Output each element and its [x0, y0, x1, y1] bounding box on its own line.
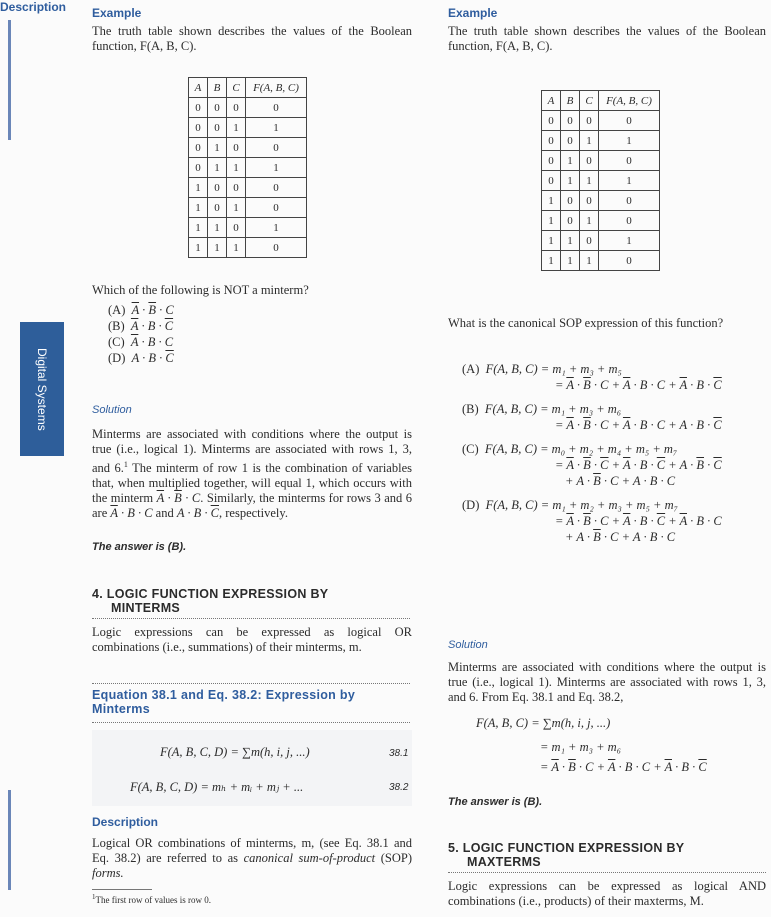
cell: 0 [227, 218, 246, 238]
section-heading-line: MINTERMS [111, 601, 181, 615]
table-header: B [561, 91, 580, 111]
cell: 1 [580, 131, 599, 151]
option-equation: F(A, B, C) = m₁ + m₂ + m₃ + m₅ + m₇ [485, 498, 678, 512]
solution-text-part: , respectively. [219, 506, 288, 521]
cell: 1 [580, 251, 599, 271]
equation-38-1-number: 38.1 [389, 748, 409, 759]
option-d: (D) $A \cdot B \cdot \overline{C}$ [108, 351, 174, 365]
left-solution-text: Minterms are associated with conditions where the output is true (i.e., logical 1). Minterms are associated with rows 1, 3, and 6.$^1$ The minterm of row 1 is the combination of variables that, when multiplied together, will equal 1, which occurs with the minterm $\overline{A} \cdot \overline{B} \cdot C$. Similarly, the minterms for rows 3 and 6 are $\overline{A} \cdot B \cdot C$ and $A \cdot B \cdot \overline{C}$, respectively. [92, 427, 413, 521]
cell: 1 [580, 211, 599, 231]
divider [92, 722, 410, 723]
option-a: (A) F(A, B, C) = m₁ + m₃ + m₅ = $\overline{A} \cdot \overline{B} \cdot C + \overline{A} \cdot B \cdot C + \overline{A} \cdot B \cdot \overline{C}$ [462, 362, 722, 392]
description-part: canonical sum-of-product [243, 851, 376, 865]
option-c: (C) $\overline{A} \cdot B \cdot C$ [108, 335, 174, 349]
table-row [542, 171, 660, 191]
description-part: Logical OR combinations of minterms, m, (see Eq. 38.1 and Eq. 38.2) are referred to as [92, 836, 412, 865]
table-row [189, 198, 307, 218]
left-question: Which of the following is NOT a minterm? [92, 283, 309, 297]
equation-heading-line: Equation 38.1 and Eq. 38.2: Expression by [92, 688, 356, 702]
option-b: (B) $\overline{A} \cdot B \cdot \overline{C}$ [108, 319, 174, 333]
table-row [189, 98, 307, 118]
equation-heading [92, 688, 355, 716]
table-row [189, 218, 307, 238]
table-row [189, 118, 307, 138]
solution-text-part: Minterms are associated with conditions where the output is true (i.e., logical 1). Minterms are associated with rows 1, 3, and 6. [92, 427, 412, 476]
right-options [462, 361, 767, 545]
cell: 0 [561, 211, 580, 231]
table-row [542, 251, 660, 271]
cell: 1 [227, 158, 246, 178]
description-text [92, 836, 412, 881]
option-c: (C) F(A, B, C) = m₀ + m₂ + m₄ + m₅ + m₇ = $\overline{A} \cdot \overline{B} \cdot \overline{C} + \overline{A} \cdot B \cdot \overline{C} + A \cdot \overline{B} \cdot \overline{C}$ + $A \cdot \overline{B} \cdot C + A \cdot B \cdot C$ [462, 442, 722, 488]
cell: 0 [189, 118, 208, 138]
cell: 0 [227, 98, 246, 118]
cell: 0 [561, 131, 580, 151]
right-solution-heading: Solution [448, 639, 488, 651]
table-header: A [189, 78, 208, 98]
cell: 1 [189, 238, 208, 258]
cell: 1 [189, 218, 208, 238]
cell: 0 [580, 151, 599, 171]
table-header: F(A, B, C) [599, 91, 660, 111]
right-answer: The answer is (B). [448, 796, 543, 808]
cell: 0 [246, 178, 307, 198]
solution-equation-3: = $\overline{A} \cdot \overline{B} \cdot C + \overline{A} \cdot B \cdot C + \overline{A} \cdot B \cdot \overline{C}$ [540, 760, 707, 774]
cell: 0 [599, 251, 660, 271]
right-question: What is the canonical SOP expression of this function? [448, 316, 724, 330]
cell: 0 [599, 111, 660, 131]
cell: 0 [246, 238, 307, 258]
cell: 0 [542, 151, 561, 171]
section-heading-line: 4. LOGIC FUNCTION EXPRESSION BY [92, 587, 329, 601]
section-heading-line: 5. LOGIC FUNCTION EXPRESSION BY [448, 841, 685, 855]
left-answer: The answer is (B). [92, 541, 187, 553]
option-label: (C) [108, 335, 125, 349]
cell: 1 [246, 118, 307, 138]
option-label: (D) [462, 498, 480, 512]
table-row [542, 111, 660, 131]
cell: 1 [189, 198, 208, 218]
cell: 0 [246, 198, 307, 218]
cell: 0 [542, 111, 561, 131]
table-header: B [208, 78, 227, 98]
cell: 1 [599, 131, 660, 151]
section-4-text: Logic expressions can be expressed as logical OR combinations (i.e., summations) of their minterms, m. [92, 625, 412, 654]
table-row [542, 191, 660, 211]
solution-text-part: and [155, 506, 174, 521]
cell: 0 [542, 171, 561, 191]
margin-mark [8, 20, 11, 140]
footnote-mark: 1 [92, 893, 96, 901]
cell: 0 [208, 198, 227, 218]
cell: 1 [246, 218, 307, 238]
cell: 1 [561, 151, 580, 171]
table-header: C [580, 91, 599, 111]
side-tab: Digital Systems [20, 322, 64, 456]
description-heading: Description [0, 0, 67, 14]
cell: 0 [189, 138, 208, 158]
cell: 1 [246, 158, 307, 178]
equation-38-2: F(A, B, C, D) = mₕ + mᵢ + mⱼ + ... [130, 780, 304, 794]
cell: 0 [246, 138, 307, 158]
option-label: (D) [108, 351, 126, 365]
equation-38-2-number: 38.2 [389, 782, 409, 793]
option-b: (B) F(A, B, C) = m₁ + m₃ + m₆ = $\overline{A} \cdot \overline{B} \cdot C + \overline{A} \cdot B \cdot C + A \cdot B \cdot \overline{C}$ [462, 402, 722, 432]
right-example-heading: Example [448, 6, 498, 20]
cell: 1 [208, 238, 227, 258]
cell: 0 [246, 98, 307, 118]
cell: 1 [542, 191, 561, 211]
cell: 1 [227, 238, 246, 258]
table-row [542, 151, 660, 171]
cell: 0 [561, 191, 580, 211]
left-options [108, 302, 174, 366]
cell: 0 [599, 151, 660, 171]
table-header: C [227, 78, 246, 98]
cell: 1 [599, 171, 660, 191]
cell: 0 [189, 158, 208, 178]
table-header-row [189, 78, 307, 98]
cell: 0 [227, 138, 246, 158]
left-truth-table [188, 77, 307, 258]
option-equation: F(A, B, C) = m₁ + m₃ + m₅ [485, 362, 622, 376]
option-equation: F(A, B, C) = m₁ + m₃ + m₆ [484, 402, 622, 416]
table-row [542, 231, 660, 251]
table-row [189, 138, 307, 158]
cell: 1 [208, 158, 227, 178]
cell: 0 [599, 211, 660, 231]
right-truth-table [541, 90, 660, 271]
option-equation: F(A, B, C) = m₀ + m₂ + m₄ + m₅ + m₇ [484, 442, 678, 456]
margin-mark [8, 790, 11, 890]
cell: 0 [561, 111, 580, 131]
table-row [542, 211, 660, 231]
footnote-mark: 1 [123, 460, 128, 469]
right-solution-text: Minterms are associated with conditions where the output is true (i.e., logical 1). Minterms are associated with rows 1, 3, and 6. From Eq. 38.1 and Eq. 38.2, [448, 660, 766, 704]
section-heading-line: MAXTERMS [467, 855, 541, 869]
left-intro: The truth table shown describes the values of the Boolean function, F(A, B, C). [92, 24, 412, 53]
option-label: (C) [462, 442, 479, 456]
cell: 1 [561, 231, 580, 251]
cell: 1 [227, 118, 246, 138]
cell: 0 [208, 118, 227, 138]
right-intro: The truth table shown describes the values of the Boolean function, F(A, B, C). [448, 24, 766, 53]
table-row [189, 158, 307, 178]
cell: 0 [208, 98, 227, 118]
cell: 0 [227, 178, 246, 198]
section-4-heading [92, 587, 328, 615]
section-5-text: Logic expressions can be expressed as logical AND combinations (i.e., products) of their maxterms, M. [448, 879, 766, 908]
table-header: F(A, B, C) [246, 78, 307, 98]
cell: 1 [542, 251, 561, 271]
cell: 1 [542, 231, 561, 251]
footnote-rule [92, 889, 152, 890]
cell: 1 [208, 138, 227, 158]
divider [92, 683, 410, 684]
divider [448, 872, 766, 873]
cell: 1 [208, 218, 227, 238]
section-5-heading [448, 841, 684, 869]
solution-text-part: Similarly, the minterms for rows 3 and 6 are [92, 491, 413, 521]
option-a: (A) $\overline{A} \cdot \overline{B} \cdot C$ [108, 303, 174, 317]
option-label: (B) [462, 402, 479, 416]
equation-38-1: F(A, B, C, D) = ∑m(h, i, j, ...) [160, 745, 310, 759]
option-d: (D) F(A, B, C) = m₁ + m₂ + m₃ + m₅ + m₇ = $\overline{A} \cdot \overline{B} \cdot C + \overline{A} \cdot B \cdot \overline{C} + \overline{A} \cdot B \cdot C$ + $A \cdot \overline{B} \cdot C + A \cdot B \cdot C$ [462, 498, 722, 544]
cell: 0 [580, 111, 599, 131]
cell: 1 [189, 178, 208, 198]
table-header-row [542, 91, 660, 111]
option-label: (A) [108, 303, 126, 317]
cell: 1 [580, 171, 599, 191]
footnote-text: The first row of values is row 0. [95, 895, 211, 905]
cell: 0 [542, 131, 561, 151]
table-header: A [542, 91, 561, 111]
cell: 0 [208, 178, 227, 198]
table-row [189, 238, 307, 258]
cell: 1 [561, 171, 580, 191]
left-solution-heading: Solution [92, 404, 132, 416]
table-row [542, 131, 660, 151]
divider [92, 618, 410, 619]
left-example-heading: Example [92, 6, 142, 20]
solution-text-part: The minterm of row 1 is the combination of variables that, when multiplied together, will equal 1, which occurs with the minterm [92, 461, 412, 506]
solution-equation-2: = m₁ + m₃ + m₆ [540, 740, 622, 754]
table-row [189, 178, 307, 198]
footnote [92, 893, 211, 905]
cell: 1 [227, 198, 246, 218]
equation-heading-line: Minterms [92, 702, 150, 716]
cell: 1 [599, 231, 660, 251]
solution-equation-1: F(A, B, C) = ∑m(h, i, j, ...) [476, 716, 611, 730]
cell: 0 [580, 191, 599, 211]
description-part: (SOP) [380, 851, 413, 865]
cell: 0 [189, 98, 208, 118]
cell: 0 [599, 191, 660, 211]
option-label: (B) [108, 319, 125, 333]
cell: 1 [542, 211, 561, 231]
cell: 1 [561, 251, 580, 271]
description-part: forms. [92, 866, 124, 880]
option-label: (A) [462, 362, 480, 376]
description-heading-text: Description [92, 815, 159, 829]
cell: 0 [580, 231, 599, 251]
